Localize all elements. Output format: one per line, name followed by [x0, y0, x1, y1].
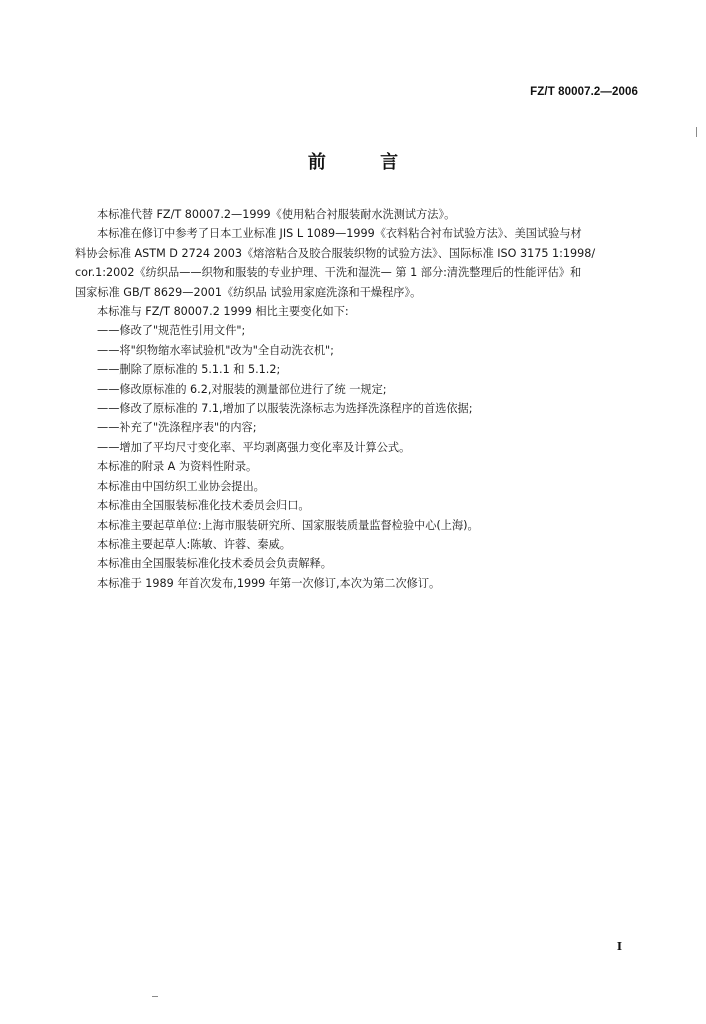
list-item: ——补充了"洗涤程序表"的内容;: [97, 421, 257, 435]
preface-body: [75, 205, 637, 593]
standard-code: FZ/T 80007.2—2006: [530, 86, 638, 98]
text-line: 本标准由全国服装标准化技术委员会负责解释。: [97, 557, 332, 571]
preface-title: 前 言: [307, 152, 423, 173]
text-line: 本标准在修订中参考了日本工业标准 JIS L 1089—1999《衣料粘合衬布试验方法》、美国试验与材: [97, 227, 582, 241]
text-line: 本标准主要起草单位:上海市服装研究所、国家服装质量监督检验中心(上海)。: [97, 518, 479, 532]
scan-artifact: [696, 127, 697, 137]
list-item: ——修改了原标准的 7.1,增加了以服装洗涤标志为选择洗涤程序的首选依据;: [97, 402, 473, 416]
text-line: 本标准的附录 A 为资料性附录。: [97, 460, 258, 474]
text-line: 本标准主要起草人:陈敏、许蓉、秦威。: [97, 537, 291, 551]
text-line: 本标准于 1989 年首次发布,1999 年第一次修订,本次为第二次修订。: [97, 576, 441, 590]
text-line: 本标准与 FZ/T 80007.2 1999 相比主要变化如下:: [97, 305, 349, 319]
list-item: ——将"织物缩水率试验机"改为"全自动洗衣机";: [97, 343, 334, 357]
list-item: ——增加了平均尺寸变化率、平均剥离强力变化率及计算公式。: [97, 440, 411, 454]
list-item: ——修改了"规范性引用文件";: [97, 324, 246, 338]
text-line: cor.1:2002《纺织品——织物和服装的专业护理、干洗和湿洗— 第 1 部分:清洗整理后的性能评估》和: [75, 266, 582, 280]
list-item: ——删除了原标准的 5.1.1 和 5.1.2;: [97, 363, 281, 377]
text-line: 本标准由中国纺织工业协会提出。: [97, 479, 265, 493]
text-line: 国家标准 GB/T 8629—2001《纺织品 试验用家庭洗涤和干燥程序》。: [75, 285, 422, 299]
text-line: 本标准由全国服装标准化技术委员会归口。: [97, 499, 310, 513]
list-item: ——修改原标准的 6.2,对服装的测量部位进行了统 一规定;: [97, 382, 387, 396]
page-number: I: [616, 940, 622, 953]
text-line: 料协会标准 ASTM D 2724 2003《熔溶粘合及胶合服装织物的试验方法》、国际标准 ISO 3175 1:1998/: [75, 246, 596, 260]
text-line: 本标准代替 FZ/T 80007.2—1999《使用粘合衬服装耐水洗测试方法》。: [97, 208, 456, 221]
scan-artifact: [152, 996, 158, 997]
